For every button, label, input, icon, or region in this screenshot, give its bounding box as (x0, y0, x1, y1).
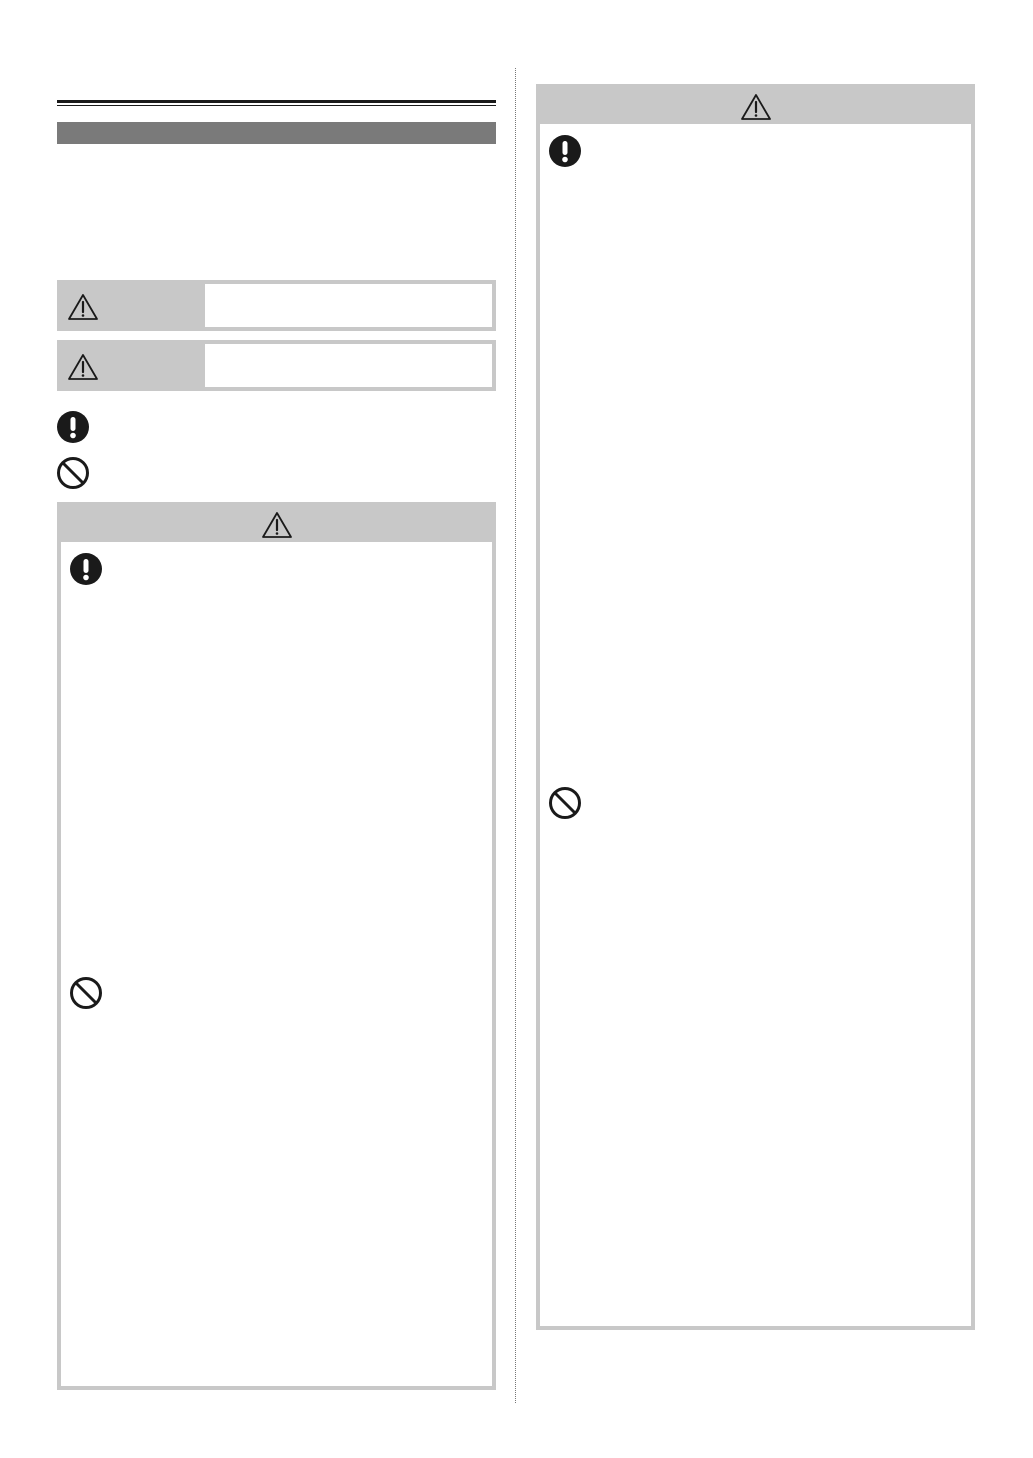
column-divider (515, 68, 516, 1403)
warning-triangle-icon (740, 93, 772, 121)
prohibition-icon (548, 786, 582, 820)
legend-label-caution (61, 344, 205, 387)
mandatory-action-icon (56, 410, 90, 444)
prohibition-icon (56, 456, 90, 490)
mandatory-action-icon (548, 134, 582, 168)
warning-box-right (536, 84, 975, 1330)
warning-triangle-icon (67, 293, 99, 321)
section-heading-bar (57, 122, 496, 144)
warning-triangle-icon (261, 511, 293, 539)
prohibition-icon (69, 976, 103, 1010)
mandatory-action-icon (69, 552, 103, 586)
warning-box-left (57, 502, 496, 1390)
title-rule-thick (57, 100, 496, 103)
legend-row-warning (57, 280, 496, 331)
warning-box-right-body (540, 124, 971, 1326)
warning-box-right-header (540, 88, 971, 124)
title-rule-thin (57, 105, 496, 106)
legend-description-caution (209, 344, 492, 387)
legend-description-warning (209, 284, 492, 327)
legend-label-warning (61, 284, 205, 327)
warning-box-left-header (61, 506, 492, 542)
legend-row-caution (57, 340, 496, 391)
warning-box-left-body (61, 542, 492, 1386)
caution-triangle-icon (67, 353, 99, 381)
